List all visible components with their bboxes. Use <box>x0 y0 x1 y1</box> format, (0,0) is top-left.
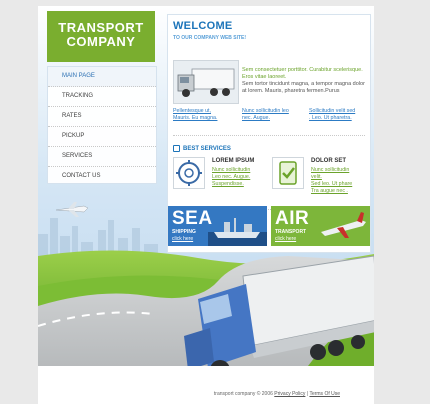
service-1-links[interactable] <box>212 167 250 188</box>
content-link-3-line-2: . Leo. Ut pharetra. <box>309 115 352 121</box>
menu-item-rates[interactable]: RATES <box>48 107 156 127</box>
company-logo[interactable] <box>47 11 155 62</box>
terms-of-use-link[interactable]: Terms Of Use <box>309 391 340 397</box>
service-2-link-2[interactable]: velit. <box>311 174 322 180</box>
content-link-2-line-2: nec. Augue. <box>242 115 270 121</box>
sea-subtitle: SHIPPING <box>172 229 196 235</box>
content-link-3-line-1: Sollicitudin velit sed <box>309 108 356 114</box>
service-1-link-2[interactable]: Leo nec. Augue. <box>212 174 251 180</box>
main-menu <box>47 66 157 184</box>
service-2-link-3[interactable]: Sed leo. Ut phare <box>311 181 353 187</box>
air-click-here-link[interactable]: click here <box>275 236 297 242</box>
sea-click-here-link[interactable]: click here <box>172 236 194 242</box>
service-1-link-3[interactable]: Suspendisse. <box>212 181 244 187</box>
service-2-title: DOLOR SET <box>311 158 347 164</box>
page <box>38 6 374 404</box>
intro-headline: Sem consectetuer porttitor. Curabitur scelerisque. Eros vitae laoreet. <box>242 67 363 80</box>
menu-item-contact-us[interactable]: CONTACT US <box>62 173 101 179</box>
welcome-title: WELCOME <box>173 20 233 32</box>
footer-separator: | <box>306 391 309 397</box>
menu-item-pickup[interactable]: PICKUP <box>48 127 156 147</box>
truck-photo <box>173 60 239 104</box>
truck-photo-icon <box>174 61 238 103</box>
best-services-heading <box>173 145 231 152</box>
divider <box>173 135 365 136</box>
air-subtitle: TRANSPORT <box>275 229 307 235</box>
menu-item-services[interactable]: SERVICES <box>48 147 156 167</box>
clipboard-check-icon-graphic <box>273 158 303 188</box>
welcome-subtitle: TO OUR COMPANY WEB SITE! <box>173 35 247 41</box>
logo-line-2: COMPANY <box>66 34 136 49</box>
service-2-links[interactable] <box>311 167 352 195</box>
logo-line-1: TRANSPORT <box>58 20 144 35</box>
intro-text: Sem tortor tincidunt magna, a tempor magna dolor at lorem. Mauris, pharetra fermen.Purus <box>242 81 365 94</box>
service-1-title: LOREM IPSUM <box>212 158 255 164</box>
copyright-text: transport company © 2006 <box>213 391 273 397</box>
sea-title: SEA <box>172 208 213 229</box>
clipboard-check-icon <box>272 157 304 189</box>
content-link-1-line-1: Pellentesque ut, <box>173 108 211 114</box>
content-link-2-line-1: Nunc sollicitudin leo <box>242 108 289 114</box>
privacy-policy-link[interactable]: Privacy Policy <box>274 391 306 397</box>
menu-item-main-page[interactable]: MAIN PAGE <box>48 67 156 87</box>
air-transport-banner[interactable] <box>271 206 370 246</box>
gear-icon-graphic <box>174 158 204 188</box>
best-services-title: BEST SERVICES <box>183 146 231 153</box>
content-link-1-line-2: Mauris. Eu magna. <box>173 115 218 121</box>
gear-icon <box>173 157 205 189</box>
service-1-link-1[interactable]: Nunc sollicitudin <box>212 167 251 173</box>
content-link-3[interactable] <box>309 108 363 122</box>
service-2-link-4[interactable]: Tra augue nec . <box>311 188 348 194</box>
content-link-1[interactable] <box>173 108 227 122</box>
footer-text <box>214 391 340 397</box>
menu-item-tracking[interactable]: TRACKING <box>48 87 156 107</box>
air-title: AIR <box>275 208 310 229</box>
sea-shipping-banner[interactable] <box>168 206 267 246</box>
footer <box>38 366 374 404</box>
content-link-2[interactable] <box>242 108 296 122</box>
bullet-icon <box>173 145 180 152</box>
service-2-link-1[interactable]: Nunc sollicitudin <box>311 167 350 173</box>
